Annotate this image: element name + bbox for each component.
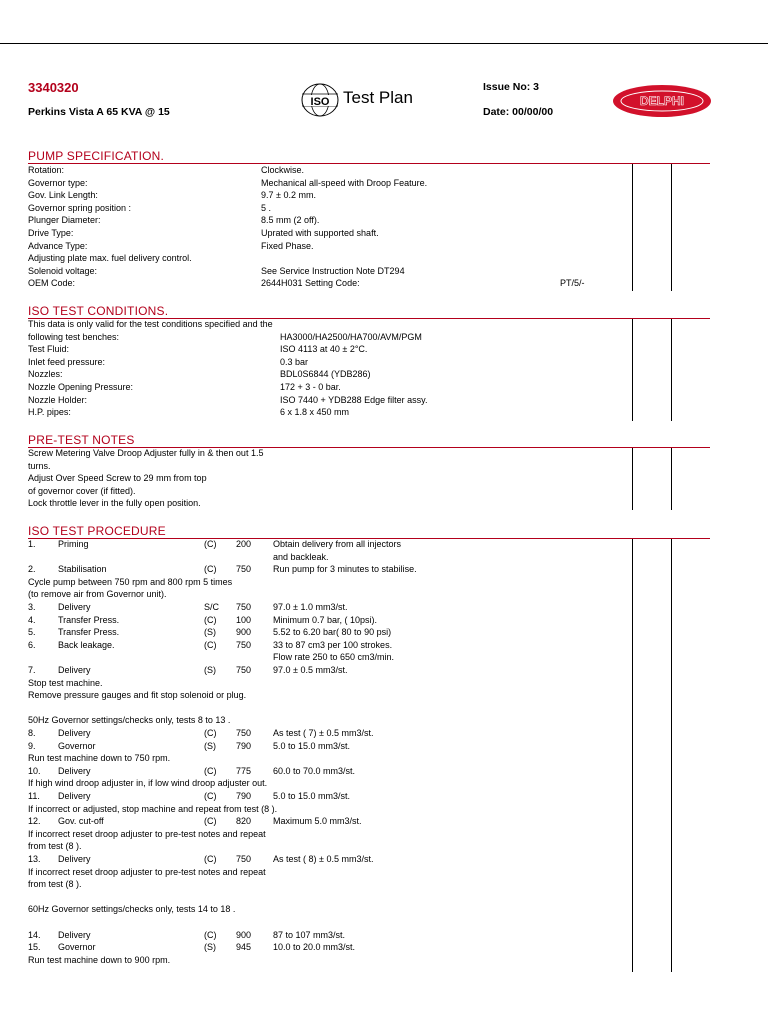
procedure-note: Stop test machine. <box>28 677 103 688</box>
spec-label: Drive Type: <box>28 228 74 238</box>
test-number: 12. <box>28 816 41 827</box>
document-number: 3340320 <box>28 80 79 95</box>
spec-label: Governor type: <box>28 177 88 188</box>
procedure-row <box>0 551 632 563</box>
test-number: 10. <box>28 765 41 776</box>
test-name: Delivery <box>58 854 91 864</box>
spec-value: 8.5 mm (2 off). <box>261 215 320 226</box>
test-mode: (C) <box>204 614 217 625</box>
test-number: 5. <box>28 627 36 638</box>
test-name: Delivery <box>58 791 91 801</box>
test-name: Delivery <box>58 665 91 675</box>
test-mode: (S) <box>204 627 216 638</box>
procedure-note: Run test machine down to 750 rpm. <box>28 753 171 764</box>
check-column-line <box>671 163 672 291</box>
pre-test-note: turns. <box>28 460 51 471</box>
spec-value: See Service Instruction Note DT294 <box>261 265 405 276</box>
procedure-row <box>0 765 632 777</box>
condition-label: This data is only valid for the test conditions specified and the <box>28 319 273 329</box>
procedure-row <box>0 878 632 890</box>
condition-value: BDL0S6844 (YDB286) <box>280 369 371 380</box>
check-column-line <box>632 163 633 291</box>
test-mode: (C) <box>204 539 217 549</box>
condition-label: Nozzle Holder: <box>28 394 88 405</box>
condition-value: ISO 4113 at 40 ± 2°C. <box>280 344 368 355</box>
test-number: 13. <box>28 854 41 864</box>
procedure-row <box>0 651 632 663</box>
pre-test-note: of governor cover (if fitted). <box>28 485 136 496</box>
pre-test-note: Adjust Over Speed Screw to 29 mm from top <box>28 473 207 484</box>
procedure-note: (to remove air from Governor unit). <box>28 589 167 600</box>
procedure-row <box>0 588 632 600</box>
test-mode: (S) <box>204 665 216 675</box>
procedure-note: Cycle pump between 750 rpm and 800 rpm 5 times <box>28 576 233 587</box>
test-name: Back leakage. <box>58 639 115 650</box>
pre-test-note: Lock throttle lever in the fully open position. <box>28 498 201 509</box>
procedure-note: Run test machine down to 900 rpm. <box>28 954 171 965</box>
procedure-note: Remove pressure gauges and fit stop solenoid or plug. <box>28 690 247 701</box>
test-rpm: 790 <box>236 740 252 751</box>
procedure-row <box>0 714 632 726</box>
procedure-row <box>0 790 632 802</box>
test-result: Obtain delivery from all injectors <box>273 539 402 549</box>
condition-label: Nozzle Opening Pressure: <box>28 382 134 392</box>
check-column-line <box>671 447 672 510</box>
test-result: 10.0 to 20.0 mm3/st. <box>273 942 356 953</box>
iso-logo-text: ISO <box>310 96 330 108</box>
test-rpm: 775 <box>236 765 252 776</box>
test-rpm: 790 <box>236 791 252 801</box>
spec-label: Rotation: <box>28 165 65 175</box>
spec-label: OEM Code: <box>28 278 76 289</box>
spec-label: Solenoid voltage: <box>28 265 98 276</box>
condition-value: 0.3 bar <box>280 356 309 367</box>
test-result: Run pump for 3 minutes to stabilise. <box>273 564 417 575</box>
procedure-note: If incorrect or adjusted, stop machine and repeat from test (8 ). <box>28 803 278 814</box>
pre-test-heading: PRE-TEST NOTES <box>28 431 710 448</box>
test-number: 3. <box>28 602 36 612</box>
test-rpm: 750 <box>236 854 252 864</box>
test-result: 97.0 ± 1.0 mm3/st. <box>273 602 348 612</box>
test-mode: (S) <box>204 942 216 953</box>
top-rule <box>0 43 768 44</box>
test-number: 8. <box>28 728 36 738</box>
test-mode: (C) <box>204 564 217 575</box>
procedure-row <box>0 677 632 689</box>
procedure-row <box>0 929 632 941</box>
test-mode: S/C <box>204 602 220 612</box>
procedure-row <box>0 664 632 676</box>
procedure-row <box>0 727 632 739</box>
test-rpm: 750 <box>236 602 252 612</box>
pre-test-note: Screw Metering Valve Droop Adjuster fully in & then out 1.5 <box>28 448 264 458</box>
test-name: Gov. cut-off <box>58 816 104 827</box>
procedure-row <box>0 563 632 575</box>
spec-value: Clockwise. <box>261 165 305 175</box>
spec-value: 9.7 ± 0.2 mm. <box>261 190 316 201</box>
procedure-row <box>0 916 632 928</box>
procedure-row <box>0 941 632 953</box>
iso-conditions-heading: ISO TEST CONDITIONS. <box>28 302 710 319</box>
procedure-row <box>0 815 632 827</box>
procedure-row <box>0 740 632 752</box>
test-rpm: 750 <box>236 665 252 675</box>
procedure-row <box>0 828 632 840</box>
test-result: 87 to 107 mm3/st. <box>273 929 346 940</box>
spec-label: Governor spring position : <box>28 202 132 213</box>
test-mode: (C) <box>204 765 217 776</box>
issue-date: Date: 00/00/00 <box>483 106 554 118</box>
procedure-row <box>0 954 632 966</box>
test-result: Flow rate 250 to 650 cm3/min. <box>273 652 395 663</box>
test-number: 4. <box>28 614 36 625</box>
test-number: 2. <box>28 564 36 575</box>
test-name: Governor <box>58 740 96 751</box>
test-rpm: 100 <box>236 614 252 625</box>
procedure-row <box>0 702 632 714</box>
test-rpm: 900 <box>236 929 252 940</box>
test-name: Delivery <box>58 929 91 940</box>
test-name: Governor <box>58 942 96 953</box>
test-rpm: 750 <box>236 564 252 575</box>
page-title: Test Plan <box>343 88 413 107</box>
test-rpm: 750 <box>236 639 252 650</box>
check-column-line <box>632 538 633 972</box>
procedure-heading: ISO TEST PROCEDURE <box>28 522 710 539</box>
test-rpm: 820 <box>236 816 252 827</box>
procedure-note: If high wind droop adjuster in, if low wind droop adjuster out. <box>28 778 268 789</box>
test-rpm: 200 <box>236 539 252 549</box>
test-result: and backleak. <box>273 551 329 562</box>
spec-value: 5 . <box>261 202 272 213</box>
spec-value: Uprated with supported shaft. <box>261 228 379 238</box>
procedure-row <box>0 601 632 613</box>
test-name: Stabilisation <box>58 564 107 575</box>
test-result: 97.0 ± 0.5 mm3/st. <box>273 665 348 675</box>
test-number: 1. <box>28 539 36 549</box>
test-result: As test ( 7) ± 0.5 mm3/st. <box>273 728 374 738</box>
test-result: 5.0 to 15.0 mm3/st. <box>273 740 351 751</box>
test-number: 7. <box>28 665 36 675</box>
procedure-row <box>0 639 632 651</box>
spec-value: Mechanical all-speed with Droop Feature. <box>261 177 428 188</box>
test-number: 15. <box>28 942 41 953</box>
delphi-logo <box>612 84 712 118</box>
test-result: 60.0 to 70.0 mm3/st. <box>273 765 356 776</box>
check-column-line <box>632 318 633 421</box>
test-mode: (S) <box>204 740 216 751</box>
procedure-row <box>0 752 632 764</box>
test-name: Delivery <box>58 602 91 612</box>
spec-extra: PT/5/- <box>560 278 585 289</box>
test-number: 6. <box>28 639 36 650</box>
check-column-line <box>671 538 672 972</box>
spec-value: Fixed Phase. <box>261 240 314 251</box>
test-number: 14. <box>28 929 41 940</box>
test-name: Transfer Press. <box>58 614 120 625</box>
procedure-row <box>0 853 632 865</box>
procedure-row <box>0 840 632 852</box>
test-rpm: 750 <box>236 728 252 738</box>
procedure-note: from test (8 ). <box>28 879 82 890</box>
spec-label: Advance Type: <box>28 240 88 251</box>
condition-value: ISO 7440 + YDB288 Edge filter assy. <box>280 394 428 405</box>
engine-model: Perkins Vista A 65 KVA @ 15 <box>28 106 170 118</box>
procedure-row <box>0 903 632 915</box>
pump-spec-heading: PUMP SPECIFICATION. <box>28 147 710 164</box>
test-number: 11. <box>28 791 40 801</box>
condition-label: Inlet feed pressure: <box>28 356 106 367</box>
test-result: Minimum 0.7 bar, ( 10psi). <box>273 614 378 625</box>
procedure-row <box>0 689 632 701</box>
test-number: 9. <box>28 740 36 751</box>
test-result: 33 to 87 cm3 per 100 strokes. <box>273 639 393 650</box>
test-rpm: 945 <box>236 942 252 953</box>
condition-value: HA3000/HA2500/HA700/AVM/PGM <box>280 331 422 342</box>
spec-label: Plunger Diameter: <box>28 215 101 226</box>
procedure-row <box>0 576 632 588</box>
test-name: Delivery <box>58 728 91 738</box>
condition-label: Test Fluid: <box>28 344 70 355</box>
test-mode: (C) <box>204 854 217 864</box>
procedure-row <box>0 538 632 550</box>
procedure-row <box>0 866 632 878</box>
test-mode: (C) <box>204 929 217 940</box>
test-result: Maximum 5.0 mm3/st. <box>273 816 362 827</box>
spec-label: Adjusting plate max. fuel delivery control. <box>28 253 192 264</box>
iso-globe-icon <box>300 82 340 118</box>
test-mode: (C) <box>204 791 217 801</box>
check-column-line <box>632 447 633 510</box>
procedure-note: 60Hz Governor settings/checks only, tests 14 to 18 . <box>28 904 236 915</box>
issue-number: Issue No: 3 <box>483 81 540 93</box>
condition-value: 172 + 3 - 0 bar. <box>280 382 341 392</box>
condition-label: following test benches: <box>28 331 120 342</box>
procedure-note: If incorrect reset droop adjuster to pre-test notes and repeat <box>28 828 266 839</box>
procedure-note: 50Hz Governor settings/checks only, tests 8 to 13 . <box>28 715 231 726</box>
procedure-row <box>0 626 632 638</box>
test-name: Delivery <box>58 765 91 776</box>
test-rpm: 900 <box>236 627 252 638</box>
brand-name: DELPHI <box>639 94 685 108</box>
condition-label: H.P. pipes: <box>28 407 71 418</box>
condition-value: 6 x 1.8 x 450 mm <box>280 407 350 418</box>
test-mode: (C) <box>204 728 217 738</box>
procedure-row <box>0 803 632 815</box>
procedure-row <box>0 891 632 903</box>
test-name: Transfer Press. <box>58 627 120 638</box>
condition-label: Nozzles: <box>28 369 63 380</box>
test-mode: (C) <box>204 639 217 650</box>
test-name: Priming <box>58 539 89 549</box>
test-result: 5.0 to 15.0 mm3/st. <box>273 791 351 801</box>
spec-label: Gov. Link Length: <box>28 190 98 201</box>
procedure-row <box>0 614 632 626</box>
test-result: As test ( 8) ± 0.5 mm3/st. <box>273 854 374 864</box>
test-mode: (C) <box>204 816 217 827</box>
procedure-row <box>0 777 632 789</box>
test-result: 5.52 to 6.20 bar( 80 to 90 psi) <box>273 627 392 638</box>
procedure-note: If incorrect reset droop adjuster to pre-test notes and repeat <box>28 866 266 877</box>
procedure-note: from test (8 ). <box>28 841 82 852</box>
spec-value: 2644H031 Setting Code: <box>261 278 360 289</box>
check-column-line <box>671 318 672 421</box>
